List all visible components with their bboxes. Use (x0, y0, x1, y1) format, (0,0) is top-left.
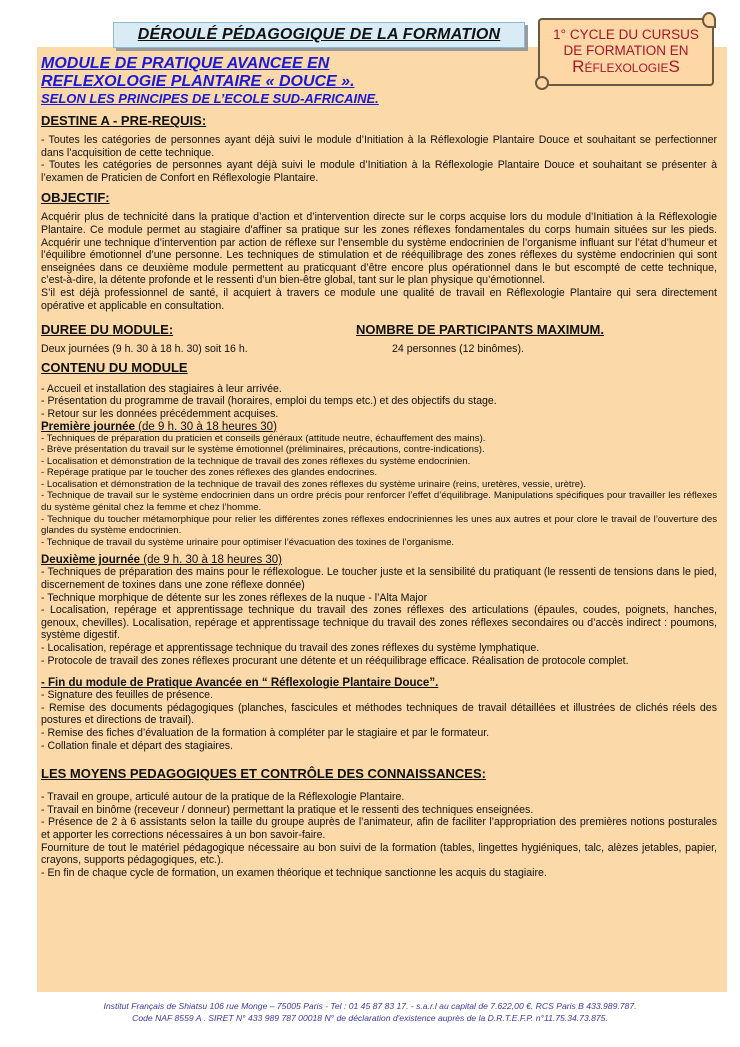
list-item: - Protocole de travail des zones réflexes procurant une détente et un rééquilibrage efficace. Réalisation de protocole complet. (41, 654, 629, 667)
list-item: - Localisation, repérage et apprentissage technique du travail des zones réflexes du système lymphatique. (41, 642, 540, 654)
participants-column (356, 316, 717, 356)
list-item: - Technique de travail sur le système endocrinien dans un ordre précis pour renforcer l’effet d’équilibrage. Manipulations spécifiques pour travailler les réflexes du système génital chez la femme et chez l’homme. (41, 490, 717, 514)
day2-heading (41, 554, 717, 566)
list-item: - Technique morphique de détente sur les zones réflexes de la nuque - l’Alta Major (41, 591, 428, 604)
badge-line-1: 1° CYCLE DU CURSUS (553, 27, 699, 42)
objectif-section (41, 211, 717, 312)
list-item: - Accueil et installation des stagiaires à leur arrivée. (41, 382, 282, 395)
document-body (41, 55, 717, 879)
moyens-list (41, 791, 717, 879)
list-item: - Collation finale et départ des stagiaires. (41, 739, 233, 752)
list-item: - Brève présentation du travail sur le système émotionnel (préliminaires, précautions, contre-indications). (41, 444, 485, 456)
day1-list (41, 433, 717, 549)
list-item: - En fin de chaque cycle de formation, un examen théorique et technique sanctionne les acquis du stagiaire. (41, 866, 547, 879)
day1-hours: (de 9 h. 30 à 18 heures 30) (134, 420, 277, 433)
contenu-intro (41, 383, 717, 421)
list-item: - Techniques de préparation du praticien et conseils généraux (attitude neutre, échauffement des mains). (41, 432, 486, 444)
list-item: - Remise des fiches d’évaluation de la formation à compléter par le stagiaire et par le formateur. (41, 726, 490, 739)
duree-heading: DUREE DU MODULE: (41, 322, 174, 338)
list-item: - Signature des feuilles de présence. (41, 689, 213, 702)
list-item: - Travail en groupe, articulé autour de la pratique de la Réflexologie Plantaire. (41, 791, 405, 804)
contenu-heading: CONTENU DU MODULE (41, 359, 188, 375)
destine-section (41, 134, 717, 184)
list-item: - Présentation du programme de travail (horaires, emploi du temps etc.) et des objectifs du stage. (41, 395, 497, 408)
badge-line-3: RéflexologieS (572, 57, 680, 76)
footer-line-2: Code NAF 8559 A . SIRET N° 433 989 787 00018 N° de déclaration d'existence auprès de la D.R.T.E.F.P. n°11.75.34.73.875. (132, 1013, 608, 1023)
list-item: - Retour sur les données précédemment acquises. (41, 407, 279, 420)
list-item: - Repérage pratique par le toucher des zones réflexes des glandes endocrines. (41, 467, 377, 479)
list-item: - Remise des documents pédagogiques (planches, fascicules et méthodes techniques de travail détaillées et illustrées de clichés réels des postures et directions de travail). (41, 701, 717, 727)
day1-heading (41, 421, 717, 433)
scroll-curl-top-icon (702, 12, 716, 28)
list-item: - Technique de travail du système urinaire pour optimiser l’évacuation des toxines de l’organisme. (41, 536, 455, 548)
destine-paragraph: - Toutes les catégories de personnes ayant déjà suivi le module d’Initiation à la Réflexologie Plantaire Douce et souhaitant se perfectionner dans l’acquisition de cette technique. (41, 134, 717, 159)
list-item: - Localisation, repérage et apprentissage technique du travail des zones réflexes des articulations (épaules, coudes, poignets, hanches, genoux, chevilles). Localisation, repérage et apprentissage technique du travail des zones réflexes secondaires ou d’accès indirect : poumons, système digestif. (41, 604, 717, 642)
module-title-line-2: REFLEXOLOGIE PLANTAIRE « DOUCE ». (41, 73, 355, 90)
destine-paragraph: - Toutes les catégories de personnes ayant déjà suivi le module d’Initiation à la Réflexologie Plantaire Douce et souhaitant se présenter à l’examen de Praticien de Confort en Réflexologie Plantaire. (41, 159, 717, 184)
day2-hours: (de 9 h. 30 à 18 heures 30) (140, 554, 283, 567)
footer-line-1: Institut Français de Shiatsu 106 rue Monge – 75005 Paris - Tel : 01 45 87 83 17. - s.a.r.l au capital de 7.622,00 €. RCS Paris B 433.989.787. (103, 1001, 637, 1011)
list-item: - Localisation et démonstration de la technique de travail des zones réflexes du système urinaire (reins, uretères, vessie, urètre). (41, 478, 586, 490)
badge-line-2: DE FORMATION EN (563, 43, 689, 58)
day1-title: Première journée (41, 420, 135, 433)
page-title: DÉROULÉ PÉDAGOGIQUE DE LA FORMATION (137, 26, 501, 43)
list-item: - Travail en binôme (receveur / donneur) permettant la pratique et le ressenti des techniques enseignées. (41, 803, 534, 816)
list-item: Fourniture de tout le matériel pédagogique nécessaire au bon suivi de la formation (tables, lingettes hygiéniques, talc, alèzes jetables, papier, crayons, supports pédagogiques, etc.). (41, 841, 717, 867)
fin-list (41, 689, 717, 752)
duration-column (41, 316, 356, 356)
module-title-line-1: MODULE DE PRATIQUE AVANCEE EN (41, 55, 330, 72)
participants-heading: NOMBRE DE PARTICIPANTS MAXIMUM. (356, 322, 604, 338)
participants-value: 24 personnes (12 binômes). (392, 343, 524, 356)
page-title-box (113, 22, 525, 48)
destine-heading: DESTINE A - PRE-REQUIS: (41, 113, 207, 128)
list-item: - Localisation et démonstration de la technique de travail des zones réflexes du système endocrinien. (41, 455, 471, 467)
page-footer (0, 1000, 740, 1024)
list-item: - Techniques de préparation des mains pour le réflexologue. Le toucher juste et la sensibilité du pratiquant (le ressenti de tensions dans le pied, discernement de toxines dans une zone réflexe donnée) (41, 566, 717, 592)
module-subtitle: SELON LES PRINCIPES DE L’ECOLE SUD-AFRICAINE. (41, 91, 379, 106)
duree-value: Deux journées (9 h. 30 à 18 h. 30) soit 16 h. (41, 343, 248, 356)
objectif-paragraph: Acquérir plus de technicité dans la pratique d’action et d’intervention directe sur le corps acquise lors du module d’Initiation à la Réflexologie Plantaire. Ce module permet au stagiaire d'affiner sa pratique sur les zones réflexes fondamentales du corps humain situées sur les pieds. Acquérir une technique d’intervention par action de réflexe sur l’ensemble du système endocrinien de l’organisme influant sur l’état d’humeur et l’équilibre émotionnel d’une personne. Les techniques de stimulation et de rééquilibrage des zones réflexes du système endocrinien qui sont enseignées dans ce deuxième module permettent au praticquant d’être encore plus opérationnel dans le but escompté de cette technique, c’est-à-dire, la détente profonde et le ressenti d’un bien-être global, tant sur le plan physique qu’émotionnel. (41, 211, 717, 287)
day2-title: Deuxième journée (41, 554, 141, 567)
day2-list (41, 566, 717, 667)
list-item: - Technique du toucher métamorphique pour relier les différentes zones réflexes endocriniennes les unes aux autres et pour clore le travail de l’ouverture des glandes du système endocrinien. (41, 513, 717, 537)
duration-participants-row (41, 316, 717, 356)
moyens-heading: LES MOYENS PEDAGOGIQUES ET CONTRÔLE DES CONNAISSANCES: (41, 766, 486, 782)
fin-heading: - Fin du module de Pratique Avancée en “ Réflexologie Plantaire Douce”. (41, 677, 439, 690)
objectif-paragraph: S’il est déjà professionnel de santé, il acquiert à travers ce module une qualité de travail en Réflexologie Plantaire qui sera directement opérative et applicable en consultation. (41, 286, 717, 312)
list-item: - Présence de 2 à 6 assistants selon la taille du groupe auprès de l’animateur, afin de faciliter l’appropriation des premières notions posturales et apporter les corrections nécessaires à un bon savoir-faire. (41, 816, 717, 841)
objectif-heading: OBJECTIF: (41, 190, 110, 206)
